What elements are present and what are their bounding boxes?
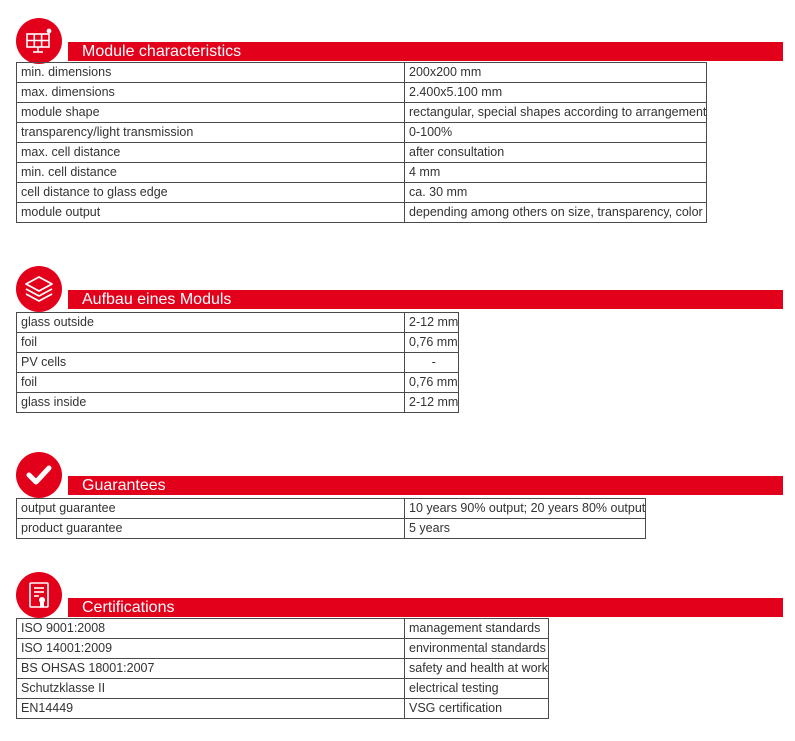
certificate-icon (16, 572, 62, 618)
table-row (17, 499, 646, 519)
row-label: foil (17, 373, 405, 393)
row-value: safety and health at work (405, 659, 549, 679)
guarantees-table (16, 498, 646, 539)
row-label: BS OHSAS 18001:2007 (17, 659, 405, 679)
row-value: 10 years 90% output; 20 years 80% output (405, 499, 646, 519)
row-value: 2-12 mm (405, 393, 459, 413)
row-label: Schutzklasse II (17, 679, 405, 699)
table-row (17, 83, 707, 103)
row-label: glass outside (17, 313, 405, 333)
row-label: product guarantee (17, 519, 405, 539)
table-row (17, 619, 549, 639)
table-row (17, 659, 549, 679)
layers-icon (16, 266, 62, 312)
row-value: ca. 30 mm (405, 183, 707, 203)
row-label: ISO 14001:2009 (17, 639, 405, 659)
table-row (17, 699, 549, 719)
row-value: management standards (405, 619, 549, 639)
section-title: Guarantees (68, 476, 783, 495)
row-label: max. dimensions (17, 83, 405, 103)
table-row (17, 679, 549, 699)
row-label: transparency/light transmission (17, 123, 405, 143)
row-label: module shape (17, 103, 405, 123)
section-aufbau (16, 266, 783, 426)
section-certifications (16, 572, 783, 727)
row-value: 5 years (405, 519, 646, 539)
table-row (17, 333, 459, 353)
section-title: Module characteristics (68, 42, 783, 61)
table-row (17, 163, 707, 183)
row-label: ISO 9001:2008 (17, 619, 405, 639)
row-value: depending among others on size, transparency, color (405, 203, 707, 223)
row-value: electrical testing (405, 679, 549, 699)
aufbau-table (16, 312, 459, 413)
module-characteristics-table (16, 62, 707, 223)
checkmark-icon (16, 452, 62, 498)
section-guarantees (16, 452, 783, 542)
table-row (17, 313, 459, 333)
table-row (17, 103, 707, 123)
row-value: environmental standards (405, 639, 549, 659)
row-value: 2-12 mm (405, 313, 459, 333)
table-row (17, 203, 707, 223)
row-value: 0-100% (405, 123, 707, 143)
row-value: 200x200 mm (405, 63, 707, 83)
row-label: min. dimensions (17, 63, 405, 83)
row-value: rectangular, special shapes according to arrangement (405, 103, 707, 123)
section-module-characteristics (16, 18, 783, 233)
row-value: 0,76 mm (405, 333, 459, 353)
row-label: EN14449 (17, 699, 405, 719)
row-value: VSG certification (405, 699, 549, 719)
row-label: cell distance to glass edge (17, 183, 405, 203)
row-value: 2.400x5.100 mm (405, 83, 707, 103)
solar-panel-icon (16, 18, 62, 64)
table-row (17, 63, 707, 83)
row-label: max. cell distance (17, 143, 405, 163)
table-row (17, 639, 549, 659)
table-row (17, 183, 707, 203)
row-value: - (405, 353, 459, 373)
row-label: foil (17, 333, 405, 353)
table-row (17, 123, 707, 143)
row-label: output guarantee (17, 499, 405, 519)
table-row (17, 143, 707, 163)
table-row (17, 353, 459, 373)
certifications-table (16, 618, 549, 719)
row-value: 4 mm (405, 163, 707, 183)
table-row (17, 519, 646, 539)
row-value: after consultation (405, 143, 707, 163)
row-label: PV cells (17, 353, 405, 373)
row-label: min. cell distance (17, 163, 405, 183)
row-value: 0,76 mm (405, 373, 459, 393)
row-label: module output (17, 203, 405, 223)
table-row (17, 393, 459, 413)
table-row (17, 373, 459, 393)
section-title: Aufbau eines Moduls (68, 290, 783, 309)
row-label: glass inside (17, 393, 405, 413)
section-title: Certifications (68, 598, 783, 617)
